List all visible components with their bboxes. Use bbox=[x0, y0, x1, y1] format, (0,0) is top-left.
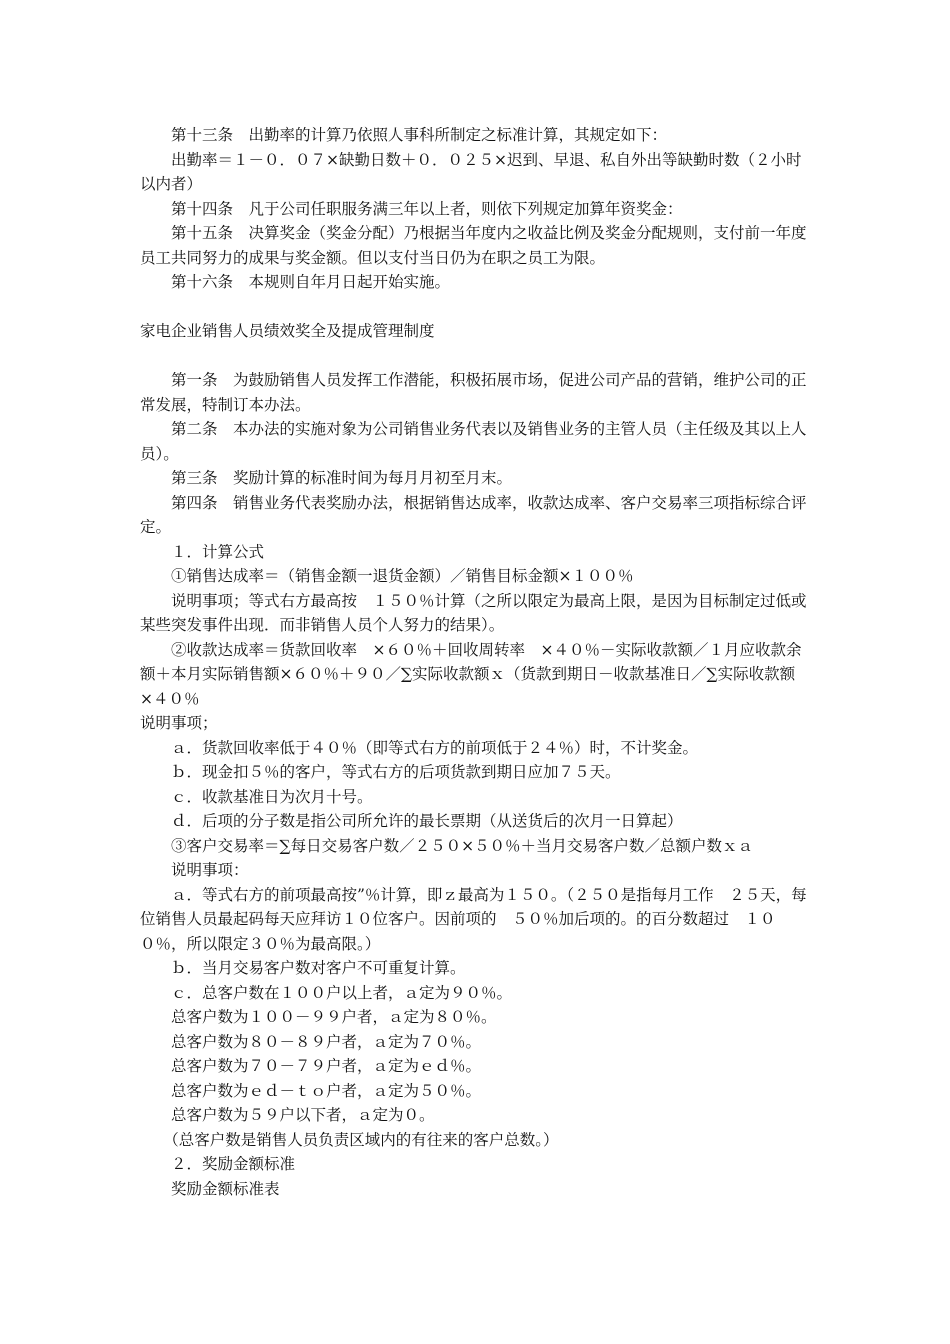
paragraph: ａ．等式右方的前项最高按”％计算，即ｚ最高为１５０。（２５０是指每月工作 ２５天，每位销售人员最起码每天应拜访１０位客户。因前项的 ５０％加后项的。的百分数超过 １００％，所以限定３０％为最高限。） bbox=[140, 885, 807, 953]
paragraph: 第二条 本办法的实施对象为公司销售业务代表以及销售业务的主管人员（主任级及其以上人员）。 bbox=[140, 420, 807, 463]
rules-section bbox=[140, 123, 812, 295]
document-body bbox=[140, 123, 812, 1201]
paragraph: 第三条 奖励计算的标准时间为每月月初至月末。 bbox=[140, 469, 513, 487]
paragraph: ｄ．后项的分子数是指公司所允许的最长票期（从送货后的次月一日算起） bbox=[140, 812, 683, 830]
paragraph: 总客户数为５９户以下者，ａ定为０。 bbox=[140, 1106, 435, 1124]
paragraph: 第一条 为鼓励销售人员发挥工作潜能，积极拓展市场，促进公司产品的营销，维护公司的正常发展，特制订本办法。 bbox=[140, 371, 807, 414]
paragraph: 总客户数为１００－９９户者，ａ定为８０％。 bbox=[140, 1008, 497, 1026]
paragraph: 第十三条 出勤率的计算乃依照人事科所制定之标准计算，其规定如下： bbox=[140, 126, 668, 144]
paragraph: 说明事项； bbox=[140, 714, 218, 732]
paragraph: 第四条 销售业务代表奖励办法，根据销售达成率，收款达成率、客户交易率三项指标综合评定。 bbox=[140, 493, 807, 536]
paragraph: 出勤率＝１－０．０７×缺勤日数＋０．０２５×迟到、早退、私自外出等缺勤时数（２小时以内者） bbox=[140, 150, 802, 193]
paragraph: 说明事项；等式右方最高按 １５０％计算（之所以限定为最高上限，是因为目标制定过低或某些突发事件出现．而非销售人员个人努力的结果）。 bbox=[140, 591, 807, 634]
paragraph: 总客户数为８０－８９户者，ａ定为７０％。 bbox=[140, 1032, 482, 1051]
incentive-section bbox=[140, 368, 812, 1201]
paragraph: １．计算公式 bbox=[140, 542, 265, 561]
paragraph: 奖励金额标准表 bbox=[140, 1179, 280, 1198]
section-title: 家电企业销售人员绩效奖全及提成管理制度 bbox=[140, 322, 435, 340]
paragraph: 总客户数为７０－７９户者，ａ定为ｅｄ％。 bbox=[140, 1057, 482, 1075]
paragraph: ｃ．收款基准日为次月十号。 bbox=[140, 787, 373, 806]
paragraph: 总客户数为ｅｄ－ｔｏ户者，ａ定为５０％。 bbox=[140, 1081, 482, 1100]
paragraph: ②收款达成率＝货款回收率 ×６０％＋回收周转率 ×４０％－实际收款额／１月应收款余额＋本月实际销售额×６０％＋９０／∑实际收款额ｘ（货款到期日－收款基准日／∑实际收款额 ×４０％ bbox=[140, 640, 811, 708]
paragraph: 第十五条 决算奖金（奖金分配）乃根据当年度内之收益比例及奖金分配规则，支付前一年度员工共同努力的成果与奖金额。但以支付当日仍为在职之员工为限。 bbox=[140, 224, 807, 267]
paragraph: ｃ．总客户数在１００户以上者，ａ定为９０％。 bbox=[140, 983, 513, 1002]
paragraph: ２．奖励金额标准 bbox=[140, 1155, 296, 1173]
paragraph: 第十四条 凡于公司任职服务满三年以上者，则依下列规定加算年资奖金： bbox=[140, 199, 683, 218]
spacer bbox=[140, 295, 812, 320]
paragraph: ｂ．当月交易客户数对客户不可重复计算。 bbox=[140, 959, 466, 977]
paragraph: ｂ．现金扣５％的客户，等式右方的后项货款到期日应加７５天。 bbox=[140, 763, 621, 781]
paragraph: ③客户交易率＝∑每日交易客户数／２５０×５０％＋当月交易客户数／总额户数ｘａ bbox=[140, 836, 754, 855]
paragraph: 说明事项： bbox=[140, 861, 249, 879]
paragraph: （总客户数是销售人员负责区域内的有往来的客户总数。） bbox=[140, 1130, 559, 1149]
paragraph: 第十六条 本规则自年月日起开始实施。 bbox=[140, 273, 451, 291]
spacer bbox=[140, 344, 812, 369]
paragraph: ａ．货款回收率低于４０％（即等式右方的前项低于２４％）时，不计奖金。 bbox=[140, 738, 699, 757]
paragraph: ①销售达成率＝（销售金额一退货金额）／销售目标金额×１００％ bbox=[140, 567, 634, 585]
